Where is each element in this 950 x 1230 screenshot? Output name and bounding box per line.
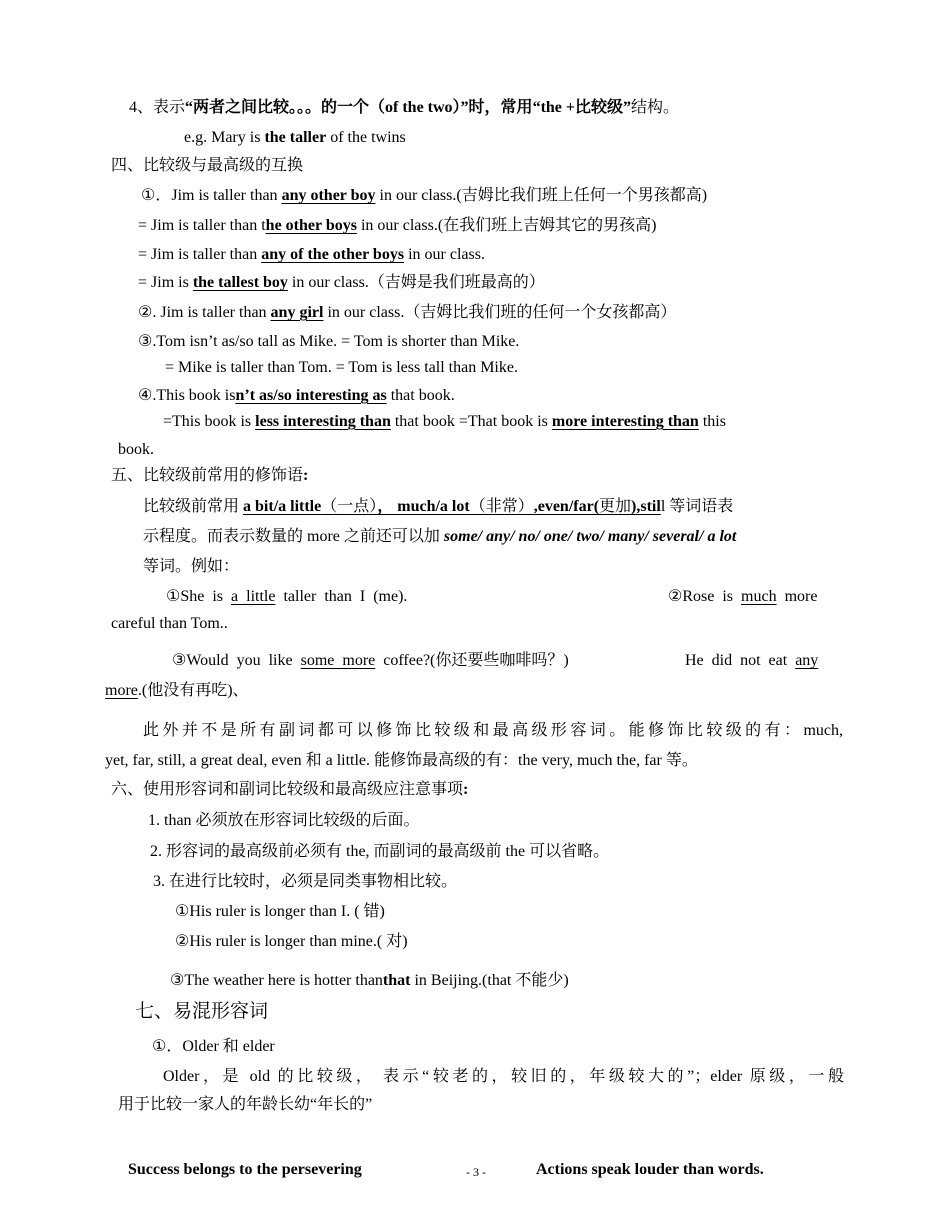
text: in our class.（吉姆是我们班最高的） bbox=[287, 274, 545, 291]
text: some more bbox=[300, 652, 376, 669]
text: ③The weather here is hotter than bbox=[170, 972, 383, 989]
conversion-line-1 bbox=[141, 186, 707, 206]
text: 更加 bbox=[599, 498, 632, 515]
text: less interesting than bbox=[255, 413, 391, 430]
text: n’t as/so interesting as bbox=[235, 387, 387, 404]
text: ①．Jim is taller than bbox=[141, 187, 282, 204]
text: a little bbox=[231, 588, 276, 605]
conversion-line-6: ③.Tom isn’t as/so tall as Mike. = Tom is shorter than Mike. bbox=[138, 333, 520, 350]
text: more bbox=[105, 682, 138, 699]
text: of the twins bbox=[326, 129, 406, 146]
text: 结构。 bbox=[631, 99, 680, 116]
text: any other boy bbox=[281, 187, 376, 204]
example-1-line bbox=[166, 587, 407, 607]
rule-1-line: 1. than 必须放在形容词比较级的后面。 bbox=[148, 812, 420, 829]
text: that book. bbox=[386, 387, 455, 404]
text: He did not eat bbox=[685, 652, 796, 669]
conversion-line-3 bbox=[138, 245, 485, 265]
text: .(他没有再吃)、 bbox=[137, 682, 249, 699]
text: = Jim is taller than t bbox=[138, 217, 266, 234]
example-2-line bbox=[668, 587, 817, 607]
text: 比较级前常用 bbox=[143, 498, 244, 515]
text: 4、表示 bbox=[129, 99, 186, 116]
note-line-1: 此外并不是所有副词都可以修饰比较级和最高级形容词。能修饰比较级的有：much, bbox=[143, 722, 843, 739]
example-4-cont bbox=[105, 681, 249, 701]
text: 示程度。而表示数量的 more 之前还可以加 bbox=[143, 528, 444, 545]
confusable-1-line-1: Older，是 old 的比较级， 表示“较老的，较旧的，年级较大的”；elder 原级，一般 bbox=[163, 1068, 844, 1085]
text: that book =That book is bbox=[390, 413, 552, 430]
text: = Jim is taller than bbox=[138, 246, 262, 263]
rule-4-line bbox=[129, 98, 679, 118]
footer-right-motto: Actions speak louder than words. bbox=[536, 1161, 764, 1178]
note-line-2: yet, far, still, a great deal, even 和 a little. 能修饰最高级的有：the very, much the, far 等。 bbox=[105, 752, 698, 769]
conversion-line-7: = Mike is taller than Tom. = Tom is less tall than Mike. bbox=[165, 359, 518, 376]
text: ③Would you like bbox=[172, 652, 301, 669]
text: much bbox=[741, 588, 777, 605]
example-2-cont: careful than Tom.. bbox=[111, 615, 228, 632]
text: in our class.(吉姆比我们班上任何一个男孩都高) bbox=[375, 187, 708, 204]
text: ②Rose is bbox=[668, 588, 742, 605]
text: 五、比较级前常用的修饰语 bbox=[111, 467, 304, 484]
text: ②. Jim is taller than bbox=[138, 304, 271, 321]
rule-2-line: 2. 形容词的最高级前必须有 the, 而副词的最高级前 the 可以省略。 bbox=[150, 843, 610, 860]
text: that bbox=[382, 972, 411, 989]
text: more interesting than bbox=[551, 413, 699, 430]
text: coffee?(你还要些咖啡吗？) bbox=[375, 652, 569, 669]
example-line bbox=[184, 128, 406, 148]
conversion-line-9 bbox=[163, 412, 726, 432]
text: the taller bbox=[264, 129, 327, 146]
text: ， much/a lot bbox=[377, 498, 470, 515]
section-7-heading: 七、易混形容词 bbox=[135, 1001, 269, 1022]
text: in our class. bbox=[404, 246, 485, 263]
text: the tallest boy bbox=[192, 274, 288, 291]
text: （非常） bbox=[469, 498, 534, 515]
text: any of the other boys bbox=[261, 246, 405, 263]
modifier-line-2 bbox=[143, 527, 736, 547]
text: （一点） bbox=[321, 498, 378, 515]
text: a bit/a little bbox=[243, 498, 322, 515]
section-5-heading bbox=[111, 466, 308, 486]
text: he other boys bbox=[265, 217, 357, 234]
rule-3-example-2: ②His ruler is longer than mine.( 对) bbox=[175, 933, 408, 950]
rule-3-example-3 bbox=[170, 971, 569, 991]
conversion-line-4 bbox=[138, 273, 545, 293]
text: more bbox=[776, 588, 818, 605]
confusable-1-line-2: 用于比较一家人的年龄长幼“年长的” bbox=[118, 1096, 373, 1113]
conversion-line-5 bbox=[138, 303, 676, 323]
text: e.g. Mary is bbox=[184, 129, 265, 146]
text: any girl bbox=[270, 304, 324, 321]
modifier-line-1 bbox=[143, 497, 733, 517]
text: in our class.(在我们班上吉姆其它的男孩高) bbox=[356, 217, 657, 234]
text: ④.This book is bbox=[138, 387, 236, 404]
text: l 等词语表 bbox=[660, 498, 734, 515]
confusable-1-title: ①．Older 和 elder bbox=[152, 1038, 275, 1055]
text: 六、使用形容词和副词比较级和最高级应注意事项 bbox=[111, 781, 464, 798]
rule-3-line: 3. 在进行比较时，必须是同类事物相比较。 bbox=[153, 873, 458, 890]
example-4-line bbox=[685, 651, 818, 671]
text: taller than I (me). bbox=[275, 588, 408, 605]
text: any bbox=[795, 652, 819, 669]
conversion-line-8 bbox=[138, 386, 455, 406]
text: ①She is bbox=[166, 588, 232, 605]
text: = Jim is bbox=[138, 274, 193, 291]
modifier-line-3: 等词。例如： bbox=[143, 558, 240, 575]
conversion-line-10: book. bbox=[118, 441, 154, 458]
conversion-line-2 bbox=[138, 216, 656, 236]
section-4-heading: 四、比较级与最高级的互换 bbox=[111, 157, 304, 174]
text: ,even/far( bbox=[533, 498, 600, 515]
text: : bbox=[303, 467, 309, 484]
text: “the +比较级” bbox=[532, 99, 632, 116]
section-6-heading bbox=[111, 780, 468, 800]
text: this bbox=[698, 413, 726, 430]
text: ),stil bbox=[631, 498, 661, 515]
text: “两者之间比较。。。的一个（of the two）”时，常用 bbox=[185, 99, 533, 116]
text: : bbox=[463, 781, 469, 798]
page-number: - 3 - bbox=[466, 1165, 486, 1179]
text: some/ any/ no/ one/ two/ many/ several/ a lot bbox=[443, 528, 737, 545]
example-3-line bbox=[172, 651, 569, 671]
footer-left-motto: Success belongs to the persevering bbox=[128, 1161, 362, 1178]
rule-3-example-1: ①His ruler is longer than I. ( 错) bbox=[175, 903, 385, 920]
text: in Beijing.(that 不能少) bbox=[410, 972, 569, 989]
text: =This book is bbox=[163, 413, 256, 430]
text: in our class.（吉姆比我们班的任何一个女孩都高） bbox=[323, 304, 677, 321]
